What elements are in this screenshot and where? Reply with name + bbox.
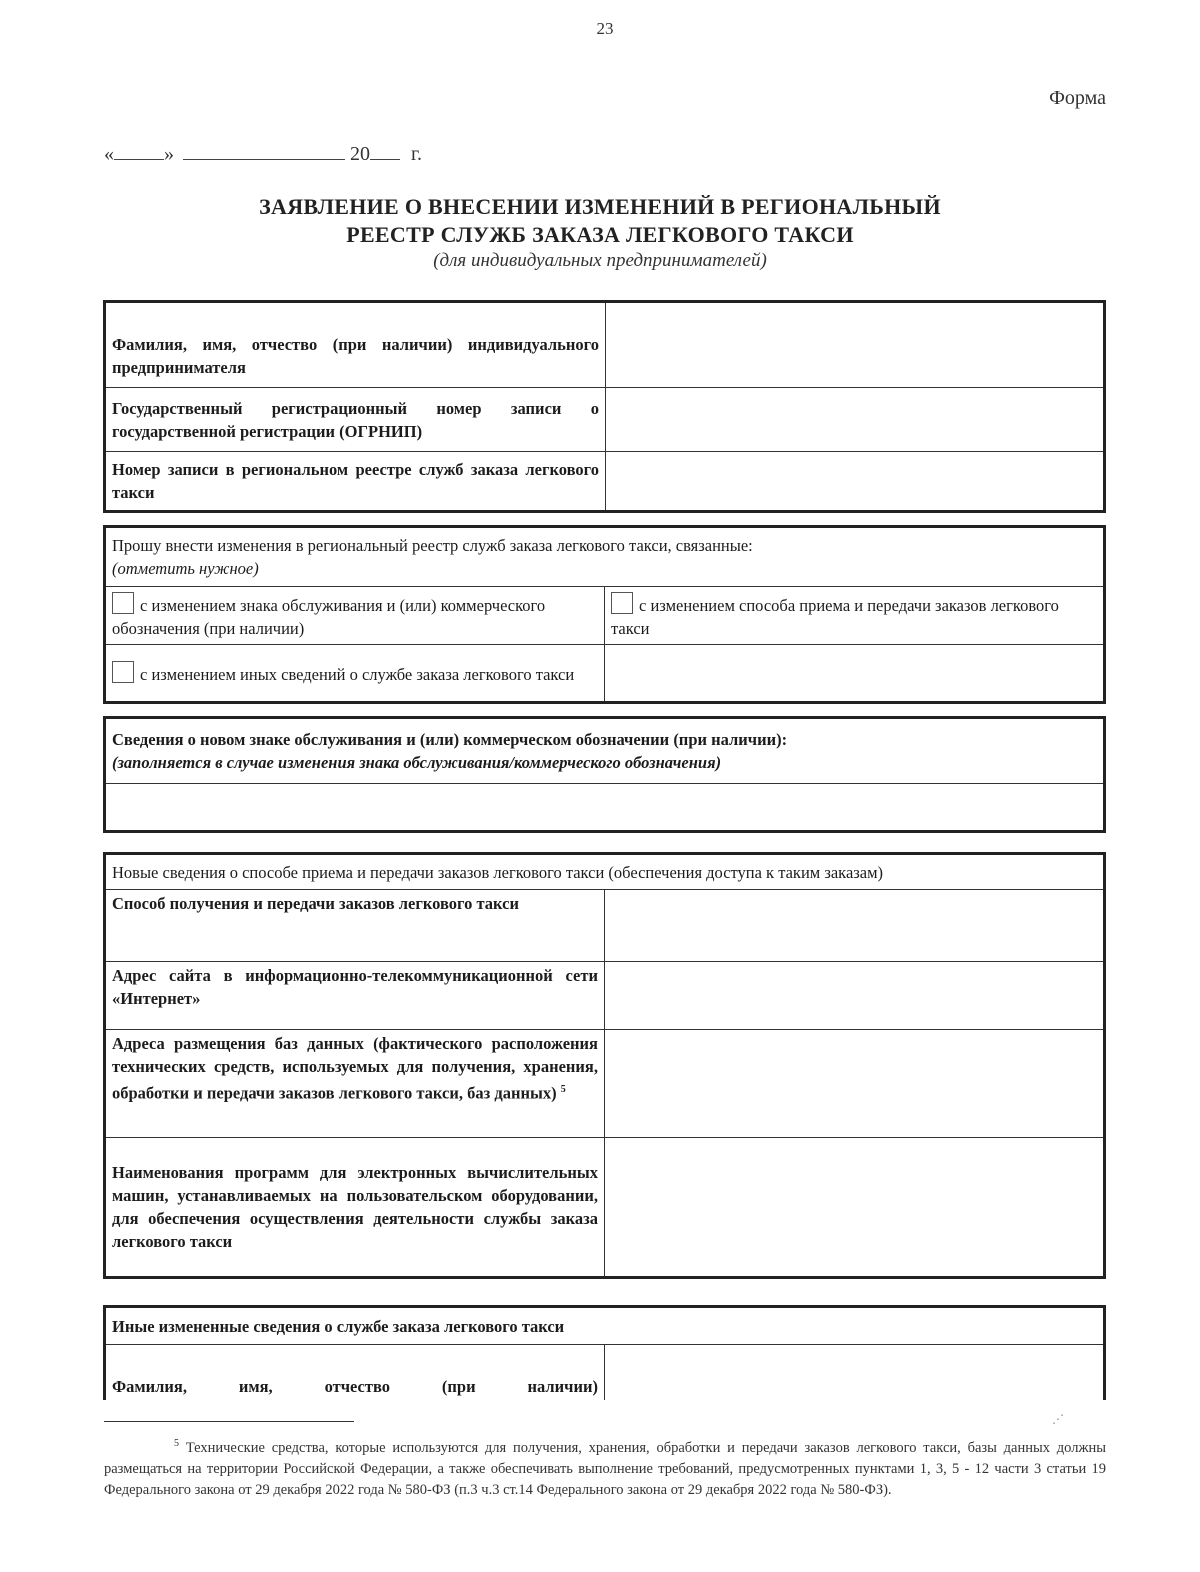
other-fio-field[interactable] <box>605 1345 1105 1400</box>
ogrnip-label: Государственный регистрационный номер записи о государственной регистрации (ОГРНИП) <box>105 388 606 452</box>
option-sign-cell <box>105 587 605 645</box>
other-change-checkbox[interactable] <box>112 661 134 683</box>
month-field[interactable] <box>183 141 345 160</box>
changes-table <box>103 525 1106 704</box>
databases-label-cell <box>105 1030 605 1138</box>
method-change-label: с изменением способа приема и передачи заказов легкового такси <box>611 595 1059 638</box>
fio-label: Фамилия, имя, отчество (при наличии) индивидуального предпринимателя <box>105 302 606 388</box>
other-changes-table <box>103 1305 1106 1400</box>
record-number-label: Номер записи в региональном реестре служб заказа легкового такси <box>105 452 606 512</box>
databases-label: Адреса размещения баз данных (фактического расположения технических средств, используемых для получения, хранения, обработки и передачи заказов легкового такси, баз данных) <box>112 1034 598 1103</box>
applicant-table <box>103 300 1106 513</box>
order-method-heading: Новые сведения о способе приема и передачи заказов легкового такси (обеспечения доступа к таким заказам) <box>105 854 1105 890</box>
form-label: Форма <box>1049 87 1106 109</box>
fio-field[interactable] <box>606 302 1105 388</box>
sign-change-label: с изменением знака обслуживания и (или) коммерческого обозначения (при наличии) <box>112 595 546 638</box>
website-field[interactable] <box>605 962 1105 1030</box>
empty-option-cell <box>605 645 1105 703</box>
software-label: Наименования программ для электронных вычислительных машин, устанавливаемых на пользовательском оборудовании, для обеспечения осуществления деятельности службы заказа легкового такси <box>105 1138 605 1278</box>
website-label: Адрес сайта в информационно-телекоммуникационной сети «Интернет» <box>105 962 605 1030</box>
record-number-field[interactable] <box>606 452 1105 512</box>
new-sign-heading: Сведения о новом знаке обслуживания и (или) коммерческом обозначении (при наличии): <box>112 730 788 749</box>
method-field[interactable] <box>605 890 1105 962</box>
ogrnip-field[interactable] <box>606 388 1105 452</box>
changes-request <box>105 527 1105 587</box>
option-other-cell <box>105 645 605 703</box>
new-sign-note: (заполняется в случае изменения знака обслуживания/коммерческого обозначения) <box>112 753 722 772</box>
order-method-table <box>103 852 1106 1279</box>
footnote-divider <box>104 1421 354 1422</box>
day-field[interactable] <box>114 141 164 160</box>
form-title <box>0 193 1200 249</box>
scan-mark: ⋰ <box>1052 1412 1064 1426</box>
sign-change-checkbox[interactable] <box>112 592 134 614</box>
databases-field[interactable] <box>605 1030 1105 1138</box>
year-prefix: 20 <box>350 143 370 165</box>
footnote-ref: 5 <box>560 1084 566 1095</box>
year-field[interactable] <box>370 141 400 160</box>
other-fio-label: Фамилия, имя, отчество (при наличии) <box>105 1345 605 1400</box>
new-sign-table <box>103 716 1106 833</box>
method-change-checkbox[interactable] <box>611 592 633 614</box>
title-line-1: ЗАЯВЛЕНИЕ О ВНЕСЕНИИ ИЗМЕНЕНИЙ В РЕГИОНАЛЬНЫЙ <box>259 194 941 219</box>
other-changes-heading: Иные измененные сведения о службе заказа легкового такси <box>105 1307 1105 1345</box>
footnote-mark: 5 <box>174 1438 179 1449</box>
form-subtitle: (для индивидуальных предпринимателей) <box>433 250 767 271</box>
method-label: Способ получения и передачи заказов легкового такси <box>105 890 605 962</box>
new-sign-field[interactable] <box>105 784 1105 832</box>
title-line-2: РЕЕСТР СЛУЖБ ЗАКАЗА ЛЕГКОВОГО ТАКСИ <box>346 222 854 247</box>
request-note: (отметить нужное) <box>112 559 259 578</box>
date-open-quote: « <box>104 143 114 165</box>
date-line <box>104 141 422 166</box>
new-sign-heading-cell <box>105 718 1105 784</box>
software-field[interactable] <box>605 1138 1105 1278</box>
year-suffix: г. <box>411 143 422 165</box>
request-text: Прошу внести изменения в региональный реестр служб заказа легкового такси, связанные: <box>112 536 753 555</box>
footnote-text: Технические средства, которые используются для получения, хранения, обработки и передачи заказов легкового такси, базы данных должны размещаться на территории Российской Федерации, а также обеспечивать выполнение требований, предусмотренных пунктами 1, 3, 5 - 12 части 3 статьи 19 Федерального закона от 29 декабря 2022 года № 580-ФЗ (п.3 ч.3 ст.14 Федерального закона от 29 декабря 2022 года № 580-ФЗ). <box>104 1439 1106 1498</box>
footnote <box>104 1433 1106 1501</box>
page-number: 23 <box>596 19 614 38</box>
option-method-cell <box>605 587 1105 645</box>
date-close-quote: » <box>164 143 174 165</box>
other-change-label: с изменением иных сведений о службе заказа легкового такси <box>140 664 575 684</box>
